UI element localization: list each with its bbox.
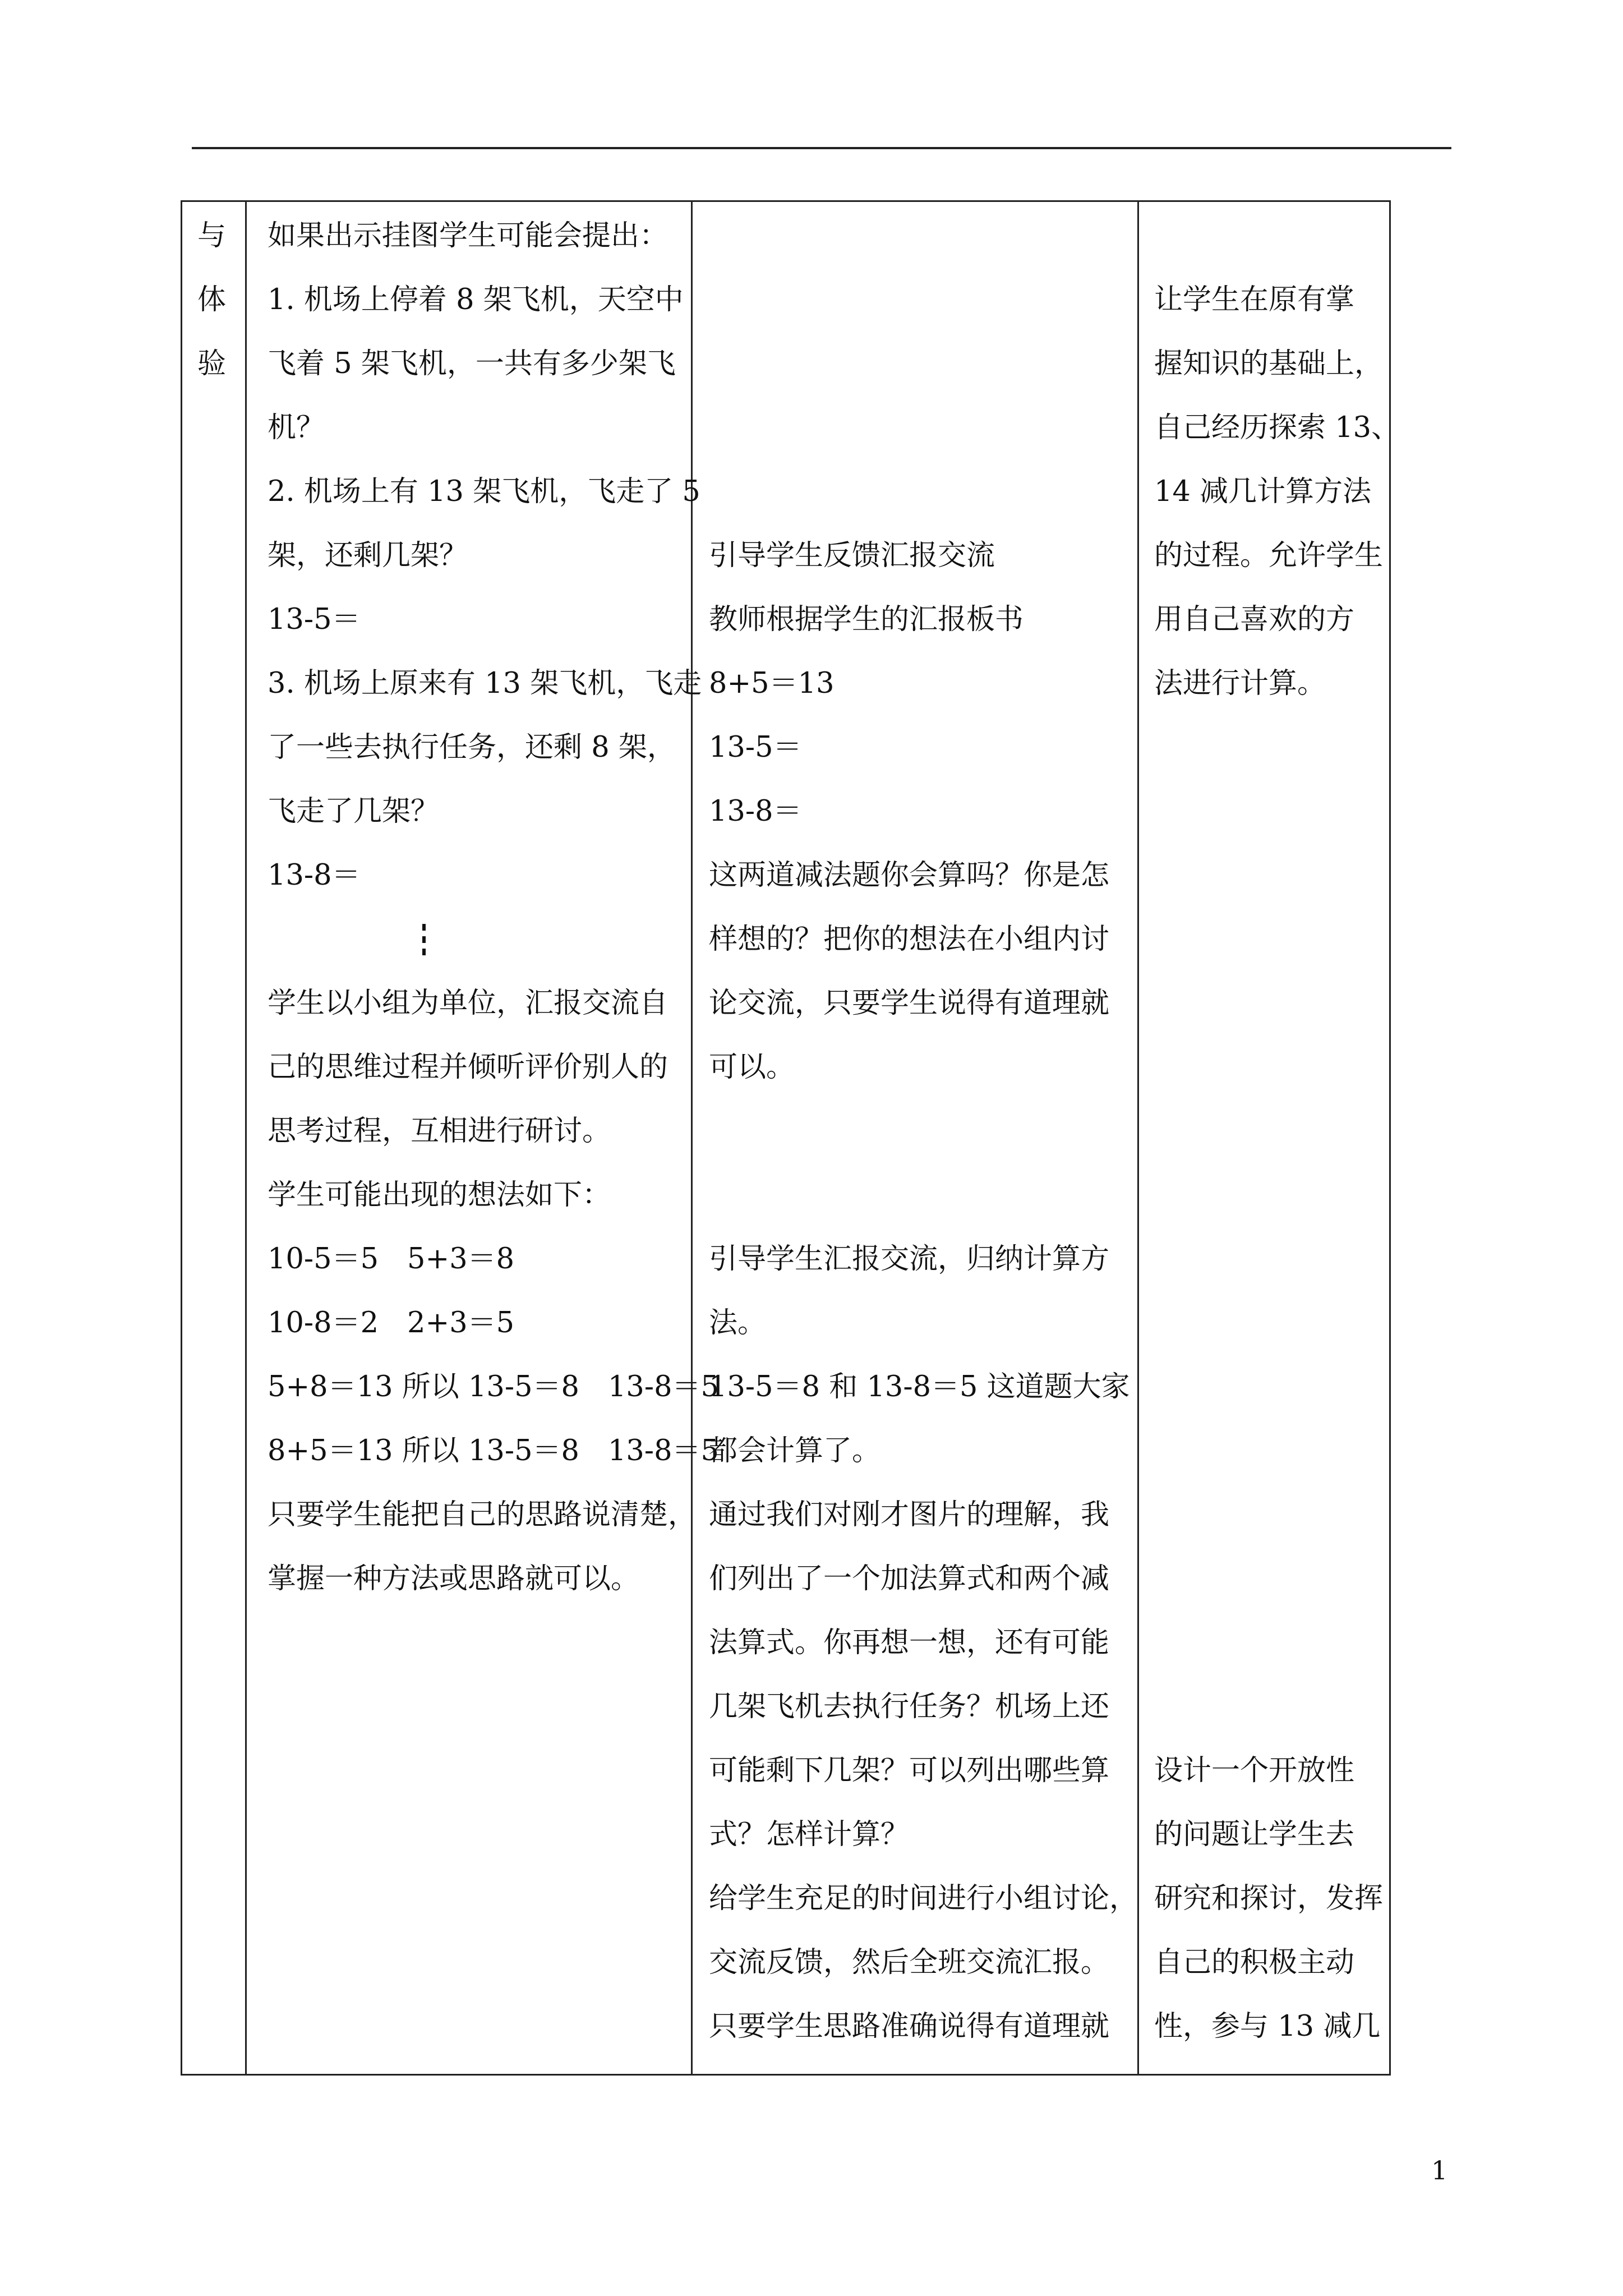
text-line: 13-8＝ bbox=[709, 795, 802, 828]
page-number: 1 bbox=[1431, 2155, 1448, 2185]
text-line: 可以。 bbox=[709, 1051, 795, 1084]
header-rule bbox=[192, 147, 1451, 149]
text-line: 8+5＝13 bbox=[709, 667, 834, 700]
text-line: 10-5＝5 5+3＝8 bbox=[268, 1243, 515, 1276]
text-line: 握知识的基础上， bbox=[1154, 347, 1384, 380]
text-line: 的问题让学生去 bbox=[1154, 1818, 1355, 1851]
text-line: 教师根据学生的汇报板书 bbox=[709, 603, 1024, 636]
text-line: 自己经历探索 13、 bbox=[1154, 411, 1400, 444]
text-line: 飞走了几架？ bbox=[268, 795, 440, 828]
text-line: 掌握一种方法或思路就可以。 bbox=[268, 1562, 640, 1595]
text-line: 们列出了一个加法算式和两个减 bbox=[709, 1562, 1110, 1595]
text-line: 论交流，只要学生说得有道理就 bbox=[709, 987, 1110, 1020]
text-line: 如果出示挂图学生可能会提出： bbox=[268, 219, 668, 252]
text-line: 法进行计算。 bbox=[1154, 667, 1326, 700]
text-line: 13-8＝ bbox=[268, 859, 361, 892]
text-line: 几架飞机去执行任务？机场上还 bbox=[709, 1690, 1110, 1723]
text-line: 用自己喜欢的方 bbox=[1154, 603, 1355, 636]
text-line: 1. 机场上停着 8 架飞机，天空中 bbox=[268, 283, 684, 316]
text-line: 5+8＝13 所以 13-5＝8 13-8＝5 bbox=[268, 1370, 719, 1404]
text-line: 13-5＝ bbox=[268, 603, 361, 636]
text-line: 飞着 5 架飞机，一共有多少架飞 bbox=[268, 347, 676, 380]
text-line: 性，参与 13 减几 bbox=[1154, 2010, 1381, 2043]
text-line: 只要学生思路准确说得有道理就 bbox=[709, 2010, 1110, 2043]
text-line: 思考过程，互相进行研讨。 bbox=[268, 1115, 611, 1148]
text-line: 3. 机场上原来有 13 架飞机，飞走 bbox=[268, 667, 702, 700]
text-line: 8+5＝13 所以 13-5＝8 13-8＝5 bbox=[268, 1434, 719, 1467]
text-line: 样想的？把你的想法在小组内讨 bbox=[709, 923, 1110, 956]
text-line: 架，还剩几架？ bbox=[268, 539, 468, 572]
section-label-char: 验 bbox=[197, 347, 227, 380]
text-line: 学生可能出现的想法如下： bbox=[268, 1179, 611, 1212]
text-line: 自己的积极主动 bbox=[1154, 1946, 1355, 1979]
text-line: 研究和探讨，发挥 bbox=[1154, 1882, 1384, 1915]
text-line: 学生以小组为单位，汇报交流自 bbox=[268, 987, 668, 1020]
text-line: 通过我们对刚才图片的理解，我 bbox=[709, 1498, 1110, 1531]
text-line: 14 减几计算方法 bbox=[1154, 475, 1372, 508]
text-line: 己的思维过程并倾听评价别人的 bbox=[268, 1051, 668, 1084]
text-line: 让学生在原有掌 bbox=[1154, 283, 1355, 316]
text-line: 法算式。你再想一想，还有可能 bbox=[709, 1626, 1110, 1659]
text-line: 13-5＝ bbox=[709, 731, 802, 764]
text-line: 2. 机场上有 13 架飞机，飞走了 5 bbox=[268, 475, 700, 508]
text-line: 只要学生能把自己的思路说清楚， bbox=[268, 1498, 697, 1531]
text-line: 这两道减法题你会算吗？你是怎 bbox=[709, 859, 1110, 892]
text-line: 式？怎样计算？ bbox=[709, 1818, 910, 1851]
text-line: 引导学生反馈汇报交流 bbox=[709, 539, 995, 572]
text-line: 可能剩下几架？可以列出哪些算 bbox=[709, 1754, 1110, 1787]
text-line: 机？ bbox=[268, 411, 325, 444]
text-line: 法。 bbox=[709, 1306, 767, 1340]
text-line: 10-8＝2 2+3＝5 bbox=[268, 1306, 515, 1340]
text-line: 的过程。允许学生 bbox=[1154, 539, 1384, 572]
vertical-ellipsis-icon bbox=[422, 924, 426, 955]
text-line: 13-5＝8 和 13-8＝5 这道题大家 bbox=[709, 1370, 1130, 1404]
text-line: 交流反馈，然后全班交流汇报。 bbox=[709, 1946, 1110, 1979]
section-label-char: 体 bbox=[197, 283, 227, 316]
section-label-char: 与 bbox=[197, 219, 227, 252]
column-divider-1 bbox=[245, 200, 247, 2076]
text-line: 引导学生汇报交流，归纳计算方 bbox=[709, 1243, 1110, 1276]
column-divider-3 bbox=[1137, 200, 1139, 2076]
text-line: 给学生充足的时间进行小组讨论， bbox=[709, 1882, 1138, 1915]
text-line: 设计一个开放性 bbox=[1154, 1754, 1355, 1787]
text-line: 了一些去执行任务，还剩 8 架， bbox=[268, 731, 676, 764]
text-line: 都会计算了。 bbox=[709, 1434, 881, 1467]
